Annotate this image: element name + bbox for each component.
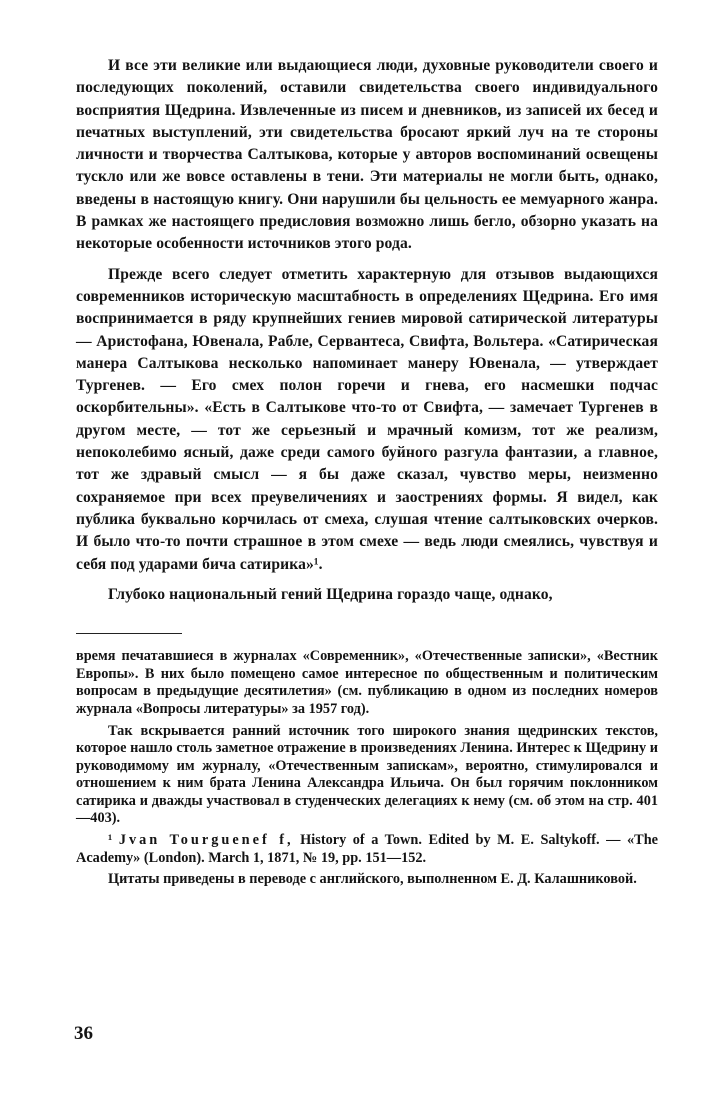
footnotes	[76, 648, 658, 889]
main-text	[76, 55, 658, 606]
page-number: 36	[74, 1023, 93, 1044]
footnote-translation-note: Цитаты приведены в переводе с английского, выполненном Е. Д. Калашниковой.	[108, 871, 637, 888]
paragraph-1: И все эти великие или выдающиеся люди, духовные руководители своего и последующих поколений, оставили свидетельства своего индивидуального восприятия Щедрина. Извлеченные из писем и дневников, из записей их бесед и печатных выступлений, эти свидетельства бросают яркий луч на те стороны личности и творчества Салтыкова, которые у авторов воспоминаний освещены тускло или же вовсе оставлены в тени. Эти материалы не могли быть, однако, введены в настоящую книгу. Они нарушили бы цельность ее мемуарного жанра. В рамках же настоящего предисловия возможно лишь бегло, обзорно указать на некоторые особенности источников этого рода.	[76, 57, 658, 253]
footnote-source-note: Так вскрывается ранний источник того широкого знания щедринских текстов, которое нашло столь заметное отражение в произведениях Ленина. Интерес к Щедрину и руководимому им журналу, «Отечественным запискам», вероятно, стимулировался и отношением к ним брата Ленина Александра Ильича. Он был горячим поклонником сатирика и дважды участвовал в студенческих делегациях к нему (см. об этом на стр. 401—403).	[76, 722, 658, 827]
footnote-marker: ¹	[108, 832, 113, 849]
footnote-author: Jvan Tourguenef f,	[118, 832, 294, 849]
paragraph-3: Глубоко национальный гений Щедрина гораздо чаще, однако,	[108, 585, 553, 603]
paragraph-2: Прежде всего следует отметить характерную для отзывов выдающихся современников историческую масштабность в определениях Щедрина. Его имя воспринимается в ряду крупнейших гениев мировой сатирической литературы — Аристофана, Ювенала, Рабле, Сервантеса, Свифта, Вольтера. «Сатирическая манера Салтыкова несколько напоминает манеру Ювенала, — утверждает Тургенев. — Его смех полон горечи и гнева, его насмешки подчас оскорбительны». «Есть в Салтыкове что-то от Свифта, — замечает Тургенев в другом месте, — тот же серьезный и мрачный комизм, тот же реализм, непоколебимо ясный, даже среди самого буйного разгула фантазии, а главное, тот же здравый смысл — я бы даже сказал, чувство меры, неизменно сохраняемое при всех преувеличениях и заострениях формы. Я видел, как публика буквально корчилась от смеха, слушая чтение салтыковских очерков. И было что-то почти страшное в этом смехе — ведь люди смеялись, чувствуя и себя под ударами бича сатирика»¹.	[76, 265, 658, 573]
footnote-1	[76, 832, 658, 867]
footnote-separator	[76, 633, 182, 634]
footnote-continuation: время печатавшиеся в журналах «Современник», «Отечественные записки», «Вестник Европы». В них было помещено самое интересное по общественным и политическим вопросам в предыдущие десятилетия» (см. публикацию в одном из последних номеров журнала «Вопросы литературы» за 1957 год).	[76, 648, 658, 717]
page-body	[76, 55, 658, 889]
footnote-citation: History of a Town. Edited by M. E. Saltykoff. — «The Academy» (London). March 1, 1871, № 19, pp. 151—152.	[76, 832, 659, 866]
